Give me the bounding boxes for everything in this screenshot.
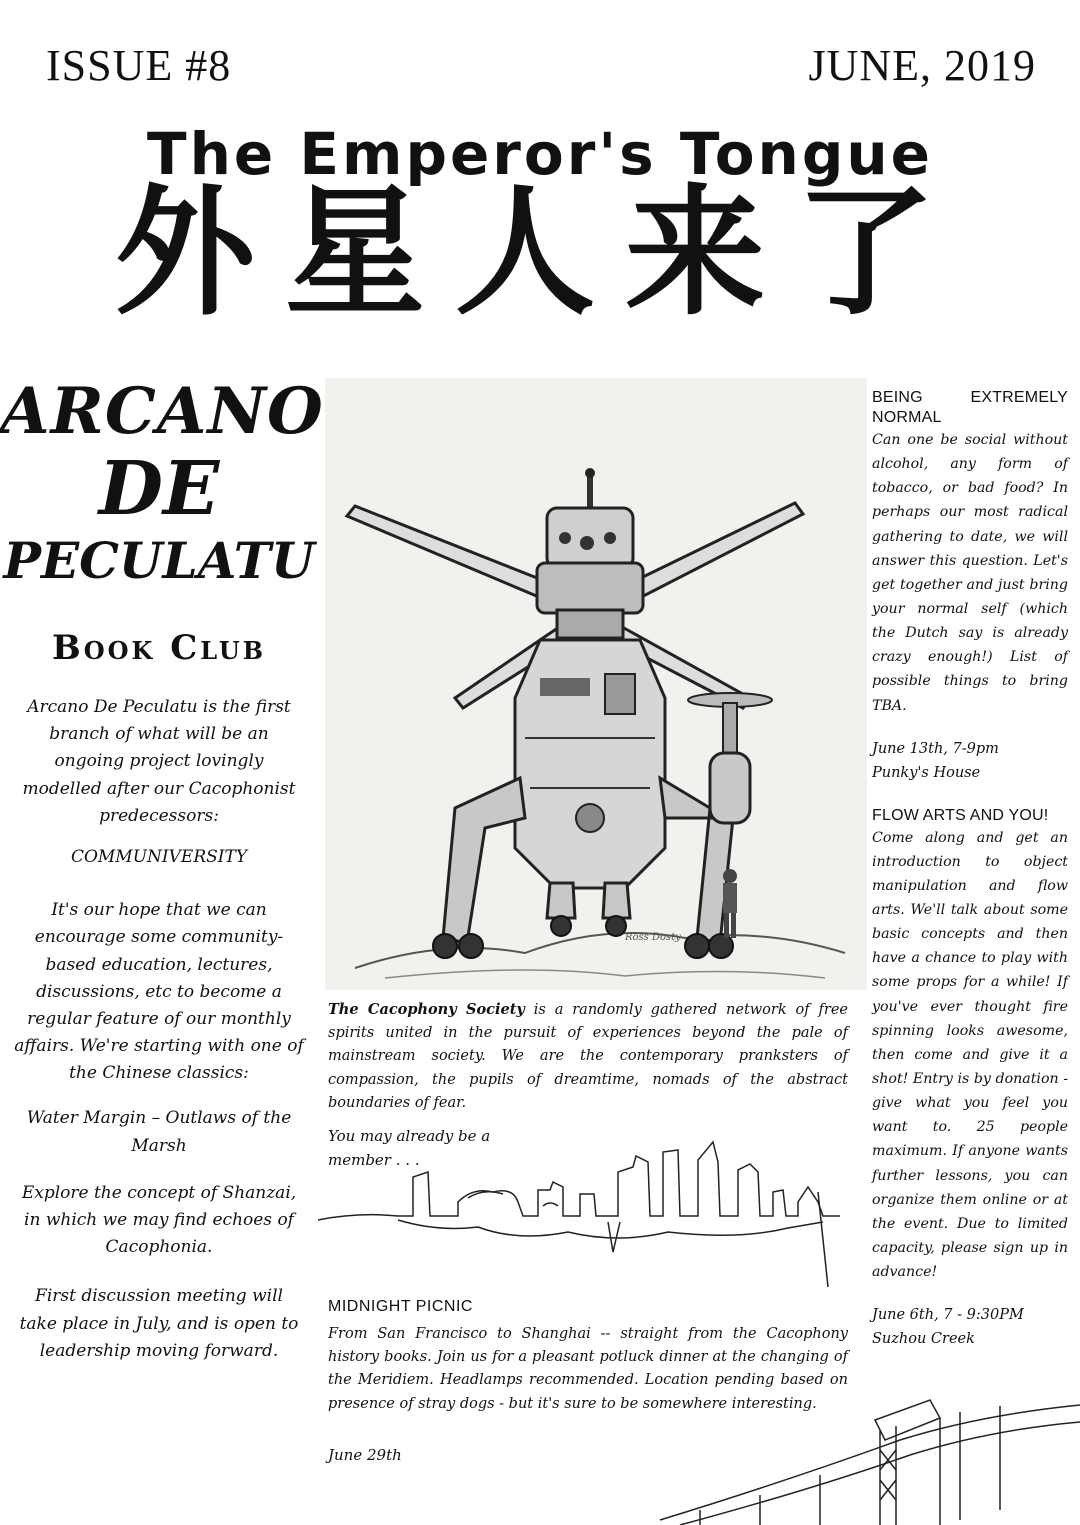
issue-date: JUNE, 2019	[808, 41, 1036, 90]
cacophony-society-description	[328, 998, 848, 1115]
book-club-heading-line3: PECULATU	[3, 531, 315, 590]
book-club-intro: Arcano De Peculatu is the first branch of what will be an ongoing project lovingly modelled after our Cacophonist predecessors:	[22, 697, 296, 826]
book-club-column	[0, 370, 324, 1365]
flow-arts-title: FLOW ARTS AND YOU!	[872, 806, 1049, 824]
newsletter-title: The Emperor's Tongue	[147, 120, 933, 188]
communiversity-label: COMMUNIVERSITY	[70, 846, 248, 867]
book-club-subheading: Book Club	[51, 628, 267, 668]
artist-signature: Ross Dosty	[625, 932, 681, 943]
flow-arts-place: Suzhou Creek	[872, 1331, 975, 1348]
book-title: Water Margin – Outlaws of the Marsh	[26, 1108, 292, 1156]
being-normal-title: BEING EXTREMELY NORMAL	[872, 389, 1068, 426]
flow-arts-when	[872, 1304, 1068, 1352]
flow-arts-date: June 6th, 7 - 9:30PM	[872, 1307, 1024, 1324]
being-normal-date: June 13th, 7-9pm	[872, 740, 999, 757]
being-normal-when	[872, 738, 1068, 786]
meeting-text: First discussion meeting will take place in July, and is open to leadership moving forward.	[19, 1286, 299, 1361]
midnight-picnic-date: June 29th	[328, 1446, 402, 1464]
society-name: The Cacophony Society	[328, 1001, 525, 1018]
flow-arts-body: Come along and get an introduction to object manipulation and flow arts. We'll talk about some basic concepts and then have a chance to play with some props for a while! If you've ever thought fire spinning looks awesome, then come and give it a shot! Entry is by donation - give what you feel you want to. 25 people maximum. If anyone wants further lessons, you can organize them online or at the event. Due to limited capacity, please sign up in advance!	[872, 829, 1068, 1281]
midnight-picnic-body: From San Francisco to Shanghai -- straight from the Cacophony history books. Join us for a pleasant potluck dinner at the changing of the Meridiem. Headlamps recommended. Location pending based on presence of stray dogs - but it's sure to be somewhere interesting.	[328, 1326, 848, 1412]
society-text: is a randomly gathered network of free spirits united in the pursuit of experiences beyond the pale of mainstream society. We are the contemporary pranksters of compassion, the pupils of dreamtime, nomads of the abstract boundaries of fear.	[328, 1002, 848, 1111]
member-note: You may already be a member . . .	[328, 1127, 491, 1169]
robot-helicopter-illustration	[325, 378, 867, 990]
book-club-heading-line2: DE	[98, 446, 220, 532]
issue-number: ISSUE #8	[46, 41, 232, 90]
book-club-heading-line1: ARCANO	[0, 374, 324, 449]
bridge-sketch	[640, 1360, 1080, 1525]
midnight-picnic-title: MIDNIGHT PICNIC	[328, 1298, 473, 1315]
shanzai-text: Explore the concept of Shanzai, in which we may find echoes of Cacophonia.	[21, 1182, 297, 1258]
events-column	[872, 388, 1068, 1352]
being-normal-place: Punky's House	[872, 764, 981, 781]
city-skyline-sketch	[318, 1132, 840, 1292]
book-club-hope: It's our hope that we can encourage some community-based education, lectures, discussions, etc to become a regular feature of our monthly affairs. We're starting with one of the Chinese classics:	[14, 900, 304, 1084]
newsletter-title-chinese: 外星人来了	[114, 172, 965, 335]
being-normal-body: Can one be social without alcohol, any form of tobacco, or bad food? In perhaps our most radical gathering to date, we will answer this question. Let's get together and just bring your normal self (which the Dutch say is already crazy enough!) List of possible things to bring TBA.	[872, 432, 1068, 714]
